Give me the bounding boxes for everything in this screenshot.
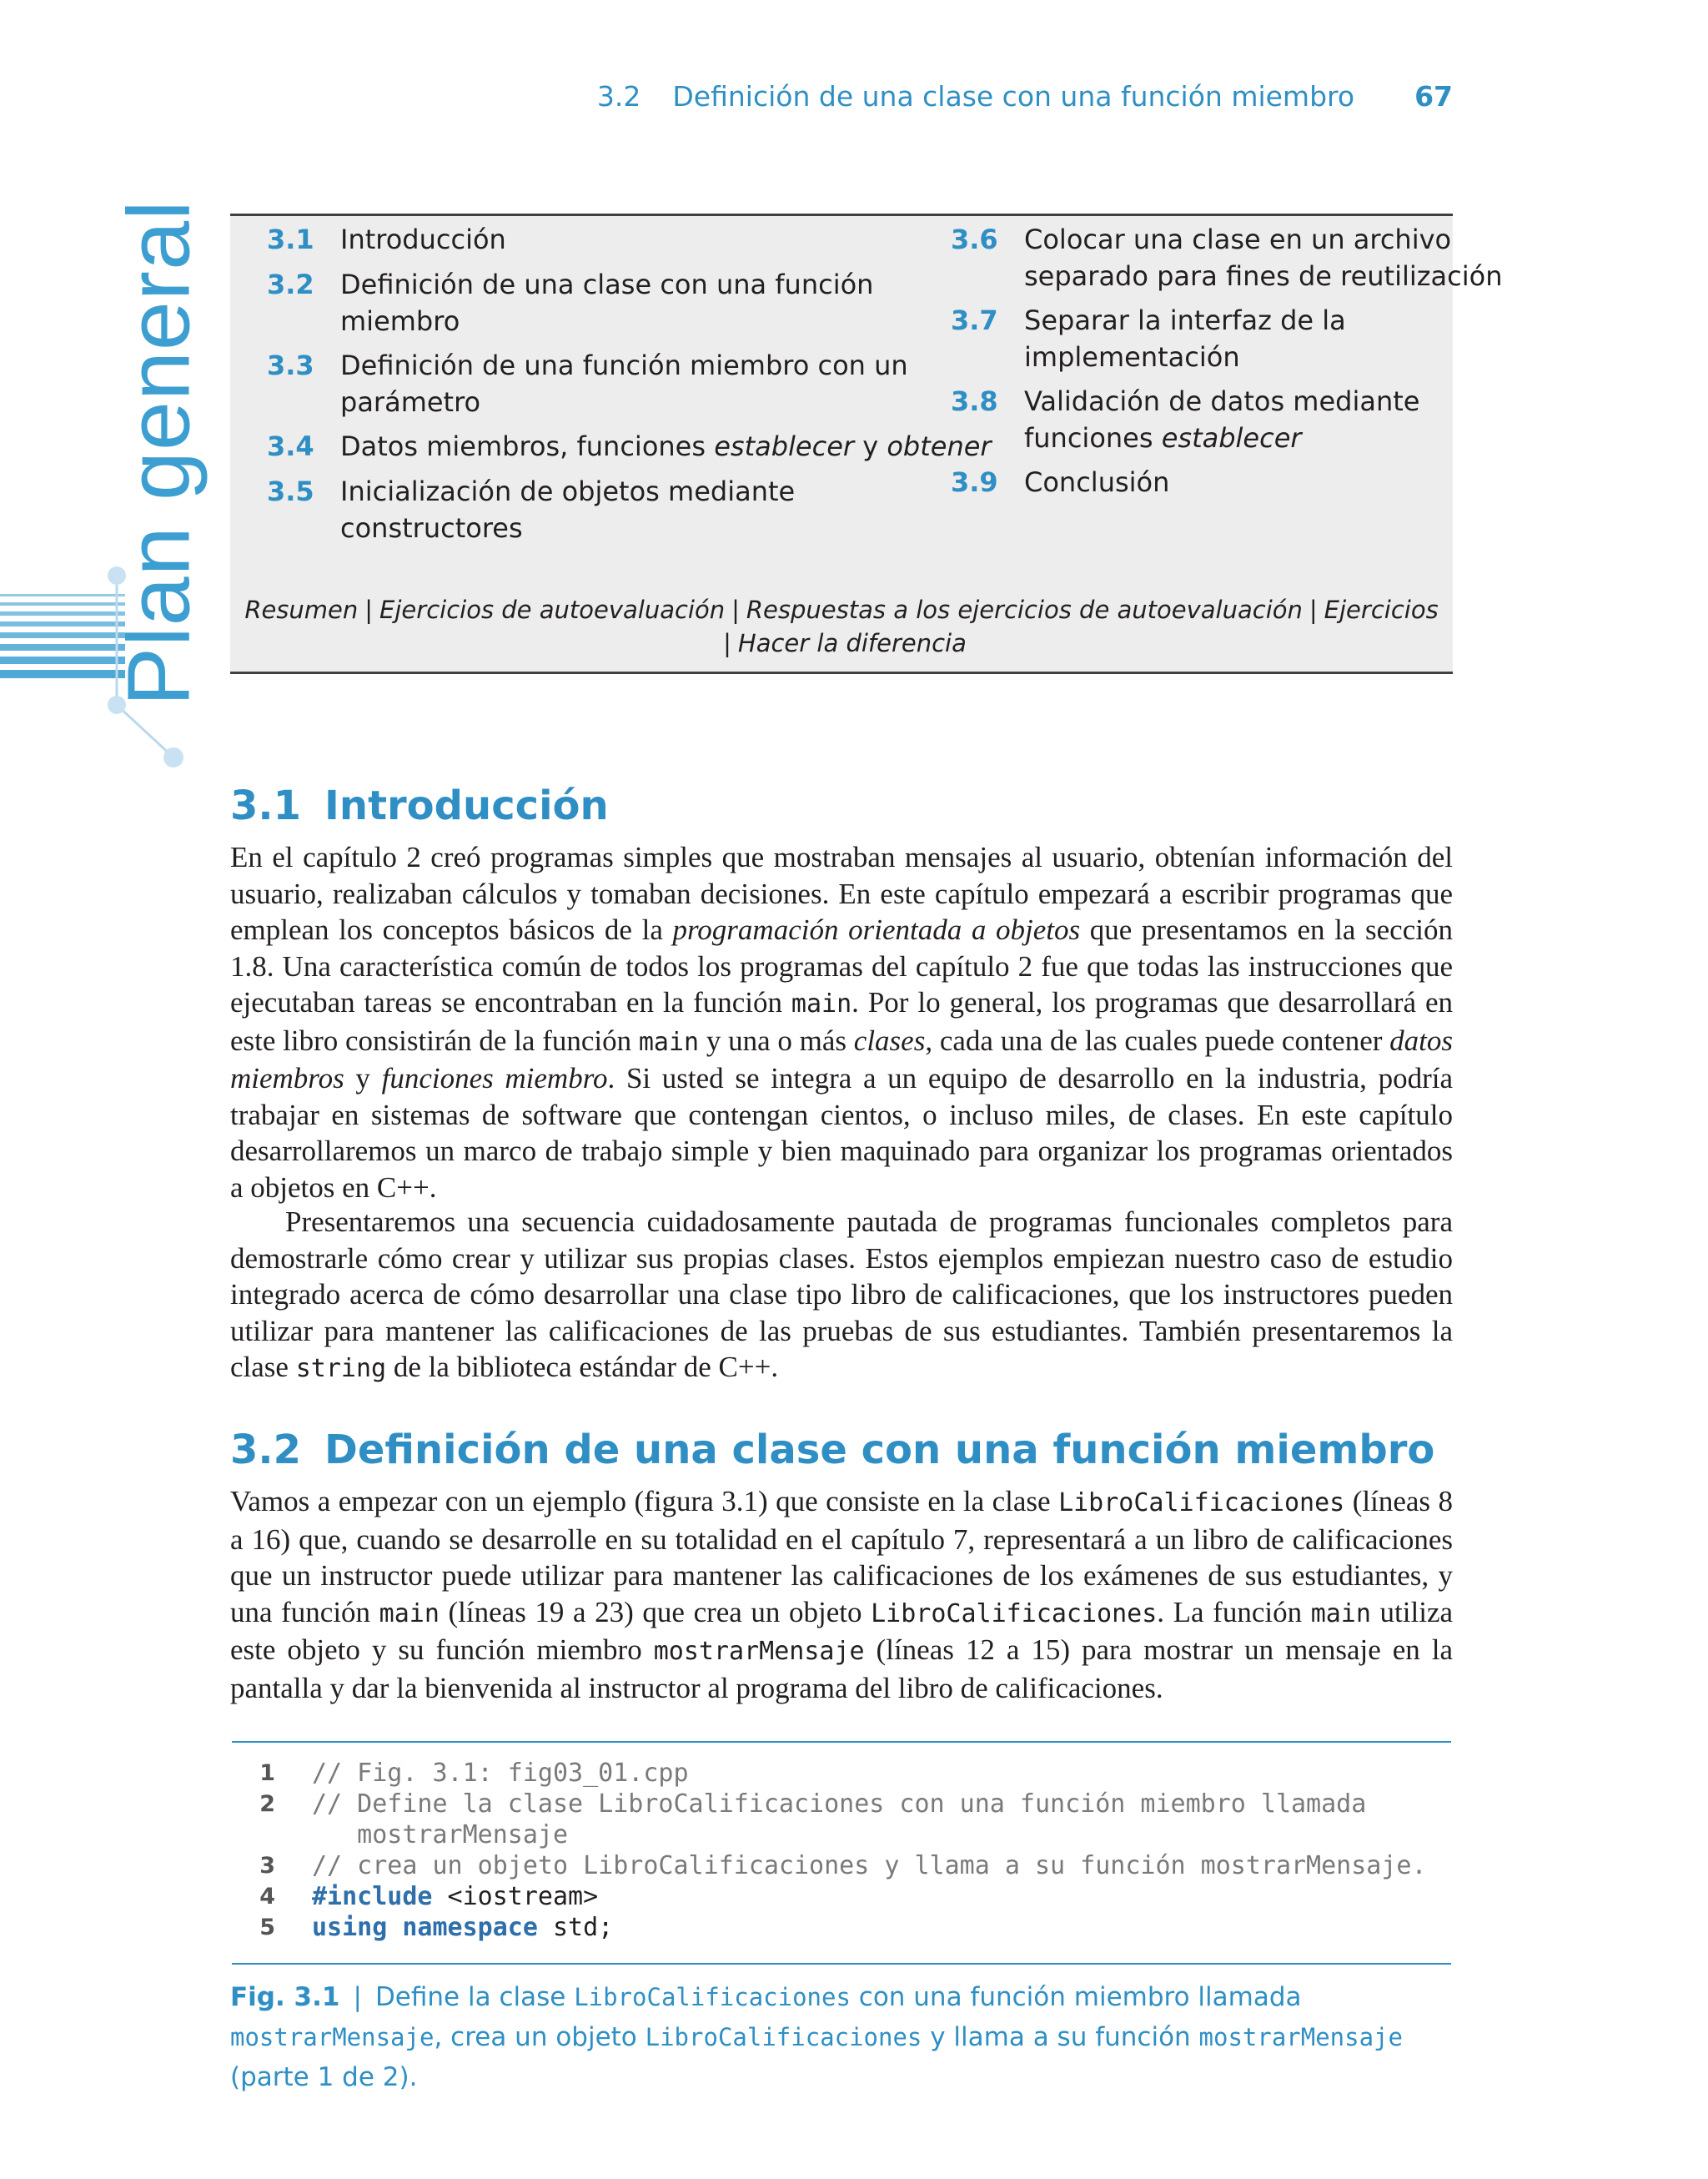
outline-item-title: Conclusión bbox=[1024, 466, 1170, 498]
line-number: 2 bbox=[259, 1791, 275, 1817]
outline-item-number: 3.2 bbox=[267, 269, 314, 300]
outline-item-title: Definición de una función miembro con un bbox=[340, 350, 908, 381]
outline-item-title: Separar la interfaz de la bbox=[1024, 304, 1346, 336]
outline-item-number: 3.3 bbox=[267, 350, 314, 381]
chapter-outline bbox=[230, 214, 1503, 674]
outline-footer: Resumen | Ejercicios de autoevaluación | Respuestas a los ejercicios de autoevaluación | Ejercicios | Hacer la diferencia bbox=[244, 596, 1439, 657]
outline-footer-item: Respuestas a los ejercicios de autoevaluación bbox=[746, 596, 1303, 624]
figure-caption: Fig. 3.1 | Define la clase LibroCalificaciones con una función miembro llamada mostrarMensaje, crea un objeto LibroCalificaciones y llama a su función mostrarMensaje (parte 1 de 2). bbox=[230, 1982, 1403, 2092]
side-title bbox=[109, 199, 208, 707]
outline-item-title-cont: separado para fines de reutilización bbox=[1024, 260, 1503, 292]
outline-item-number: 3.5 bbox=[267, 476, 314, 507]
code-text: mostrarMensaje bbox=[312, 1820, 569, 1849]
outline-item-number: 3.4 bbox=[267, 430, 314, 462]
side-title-text: Plan general bbox=[109, 199, 208, 707]
code-text: // crea un objeto LibroCalificaciones y llama a su función mostrarMensaje. bbox=[312, 1851, 1427, 1880]
code-text: using namespace std; bbox=[312, 1913, 614, 1942]
code-text: #include <iostream> bbox=[312, 1882, 599, 1911]
code-text: // Define la clase LibroCalificaciones con una función miembro llamada bbox=[312, 1789, 1367, 1819]
page-number: 67 bbox=[1414, 80, 1453, 113]
section-heading-title: Introducción bbox=[324, 783, 609, 829]
outline-item-title-cont: parámetro bbox=[340, 386, 481, 418]
code-rule-top bbox=[232, 1741, 1451, 1743]
section-heading bbox=[230, 783, 609, 829]
header-section-title: Definición de una clase con una función miembro bbox=[672, 80, 1355, 113]
header-section-number: 3.2 bbox=[596, 80, 641, 113]
outline-item-title: Datos miembros, funciones establecer y obtener bbox=[340, 430, 992, 462]
outline-item-number: 3.1 bbox=[267, 224, 314, 255]
outline-item-title: Definición de una clase con una función bbox=[340, 269, 874, 300]
outline-item-title: Colocar una clase en un archivo bbox=[1024, 224, 1452, 255]
figure-label: Fig. 3.1 bbox=[230, 1982, 340, 2012]
line-number: 1 bbox=[259, 1760, 275, 1786]
outline-item-title-cont: miembro bbox=[340, 305, 460, 337]
line-number: 4 bbox=[259, 1884, 275, 1910]
outline-footer-item: Ejercicios bbox=[1324, 596, 1439, 624]
outline-item-title: Validación de datos mediante bbox=[1024, 385, 1420, 417]
body-paragraph: Vamos a empezar con un ejemplo (figura 3.1) que consiste en la clase LibroCalificaciones (líneas 8 a 16) que, cuando se desarrolle en su totalidad en el capítulo 7, representará a un libro de calificaciones que un instructor puede utilizar para mantener las calificaciones de los exámenes de sus estudiantes, y una función main (líneas 19 a 23) que crea un objeto LibroCalificaciones. La función main utiliza este objeto y su función miembro mostrarMensaje (líneas 12 a 15) para mostrar un mensaje en la pantalla y dar la bienvenida al instructor al programa del libro de calificaciones. bbox=[230, 1485, 1454, 1704]
running-header bbox=[0, 80, 1453, 113]
outline-item-number: 3.9 bbox=[951, 466, 998, 498]
outline-item-number: 3.8 bbox=[951, 385, 998, 417]
outline-footer-item: Resumen bbox=[244, 596, 359, 624]
body-paragraph: En el capítulo 2 creó programas simples que mostraban mensajes al usuario, obtenían información del usuario, realizaban cálculos y tomaban decisiones. En este capítulo empezará a escribir programas que emplean los conceptos básicos de la programación orientada a objetos que presentamos en la sección 1.8. Una característica común de todos los programas del capítulo 2 fue que todas las instrucciones que ejecutaban tareas se encontraban en la función main. Por lo general, los programas que desarrollará en este libro consistirán de la función main y una o más clases, cada una de las cuales puede contener datos miembros y funciones miembro. Si usted se integra a un equipo de desarrollo en la industria, podría trabajar en sistemas de software que contengan cientos, o incluso miles, de clases. En este capítulo desarrollaremos un marco de trabajo simple y bien maquinado para organizar los programas orientados a objetos en C++. bbox=[230, 841, 1454, 1204]
outline-item-title-cont: funciones establecer bbox=[1024, 422, 1302, 454]
section-heading-number: 3.1 bbox=[230, 783, 302, 829]
line-number: 3 bbox=[259, 1853, 275, 1879]
outline-footer-item: Hacer la diferencia bbox=[737, 629, 967, 657]
outline-item-number: 3.7 bbox=[951, 304, 998, 336]
code-rule-bottom bbox=[232, 1963, 1451, 1965]
code-text: // Fig. 3.1: fig03_01.cpp bbox=[312, 1759, 689, 1788]
outline-item-title: Inicialización de objetos mediante bbox=[340, 476, 796, 507]
outline-footer-item: Ejercicios de autoevaluación bbox=[379, 596, 726, 624]
outline-item-title-cont: constructores bbox=[340, 512, 523, 544]
outline-item-title: Introducción bbox=[340, 224, 506, 255]
outline-item-title-cont: implementación bbox=[1024, 341, 1240, 373]
outline-item-number: 3.6 bbox=[951, 224, 998, 255]
section-heading-number: 3.2 bbox=[230, 1427, 302, 1473]
line-number: 5 bbox=[259, 1915, 275, 1940]
body-paragraph: Presentaremos una secuencia cuidadosamente pautada de programas funcionales completos para demostrarle cómo crear y utilizar sus propias clases. Estos ejemplos empiezan nuestro caso de estudio integrado acerca de cómo desarrollar una clase tipo libro de calificaciones, que los instructores pueden utilizar para mantener las calificaciones de las pruebas de sus estudiantes. También presentaremos la clase string de la biblioteca estándar de C++. bbox=[230, 1205, 1453, 1383]
section-heading-title: Definición de una clase con una función miembro bbox=[324, 1427, 1435, 1473]
section-heading bbox=[230, 1427, 1434, 1473]
